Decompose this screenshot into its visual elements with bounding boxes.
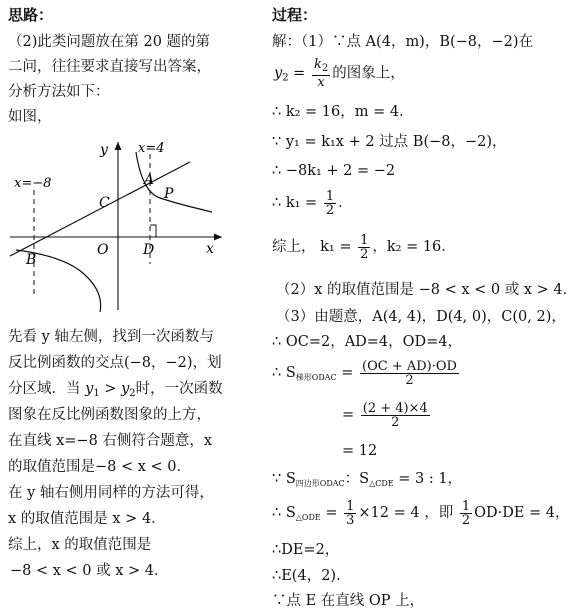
- fraction-one-half: $\frac{1}{2}$: [461, 498, 471, 528]
- solution-line: $y_2$ = $\frac{k_2}{x}$ 的图象上，: [274, 57, 405, 90]
- x-axis-arrow: [214, 234, 222, 241]
- line-x-4-label: x=4: [138, 141, 165, 156]
- solution-line: ∴ $S_{梯形ODAC}$ = $\frac{(OC + AD)\cdot OD}{2}$: [272, 358, 457, 388]
- solution-line: （2）x 的取值范围是 −8 < x < 0 或 x > 4．: [276, 282, 577, 298]
- function-graph: [0, 132, 258, 322]
- text-span: 分区域．当: [8, 381, 86, 397]
- left-paragraph-line: 分析方法如下：: [8, 84, 110, 100]
- solution-line: ∴ k₁ = $\frac{1}{2}$ ．: [272, 188, 353, 218]
- left-paragraph-line: 图象在反比例函数图象的上方，: [8, 407, 211, 423]
- left-paragraph-line: x 的取值范围是 x > 4．: [8, 511, 166, 527]
- fraction-one-third: $\frac{1}{3}$: [346, 498, 355, 528]
- text-span: 综上， k₁ =: [272, 239, 352, 255]
- x-axis-label: x: [206, 241, 214, 257]
- solution-line: [272, 232, 456, 262]
- line-x-neg8-label: x=−8: [14, 176, 52, 191]
- solution-line: [272, 498, 570, 533]
- text-span: =: [320, 505, 338, 521]
- y-axis-label: y: [100, 142, 108, 158]
- point-B-label: B: [26, 252, 37, 268]
- solution-line: ∴E(4，2)．: [272, 568, 351, 584]
- text-span: ∴ S: [272, 505, 296, 521]
- point-A-label: A: [144, 172, 155, 188]
- hidden-line: [118, 204, 168, 237]
- solution-line: ∵ y₁ = k₁x + 2 过点 B(−8，−2)，: [272, 134, 507, 150]
- left-paragraph-line: 如图，: [8, 109, 52, 125]
- numerator: (OC + AD)·OD: [362, 358, 457, 374]
- solution-line: ∵点 E 在直线 OP 上，: [272, 593, 425, 609]
- solution-line: ∴ k₂ = 16，m = 4．: [272, 104, 414, 120]
- area-fraction: [360, 360, 459, 387]
- text-span: = 3 : 1，: [393, 471, 463, 487]
- text-span: ∴ S: [272, 365, 296, 381]
- left-paragraph-line: 先看 y 轴左侧，找到一次函数与: [8, 329, 214, 345]
- denominator: 2: [405, 372, 414, 388]
- origin-label: O: [97, 242, 109, 258]
- solution-line: ∴ −8k₁ + 2 = −2: [272, 163, 396, 179]
- text-span: 时，一次函数: [135, 381, 223, 397]
- subscript: 梯形ODAC: [295, 373, 337, 382]
- fraction-k2-over-x: $\frac{k_2}{x}$: [313, 57, 329, 90]
- solution-line: 解：（1）∵点 A(4，m)，B(−8，−2)在: [272, 34, 534, 50]
- solution-line: = $\frac{(2 + 4)\times 4}{2}$: [342, 400, 428, 430]
- process-heading: 过程：: [272, 6, 318, 24]
- point-D-label: D: [143, 242, 155, 258]
- solution-line: ∴ OC=2，AD=4，OD=4，: [272, 334, 463, 350]
- text-span: ：S: [344, 471, 370, 487]
- solution-line: ∴DE=2，: [272, 542, 340, 558]
- subscript: 四边形ODAC: [295, 479, 345, 488]
- solution-line: （3）由题意，A(4, 4)，D(4, 0)，C(0, 2)，: [276, 309, 566, 325]
- right-angle-mark: [150, 225, 156, 237]
- text-span: 的图象上，: [332, 65, 405, 82]
- left-paragraph-line: −8 < x < 0 或 x > 4．: [10, 563, 169, 579]
- left-paragraph-line: 在直线 x=−8 右侧符合题意，x: [8, 433, 213, 449]
- fraction-one-half: $\frac{1}{2}$: [325, 188, 335, 218]
- left-paragraph-line: 的取值范围是−8 < x < 0．: [8, 459, 192, 475]
- subscript: △CDE: [369, 479, 394, 488]
- area-fraction: [361, 402, 430, 429]
- left-paragraph-line: 分区域．当 $y_1 > y_2$时，一次函数: [8, 381, 223, 399]
- solution-line: [272, 470, 462, 493]
- text-span: ∵ S: [272, 471, 296, 487]
- text-span: ∴ k₁ =: [272, 195, 318, 211]
- solution-line: = 12: [342, 443, 378, 459]
- left-paragraph-line: 在 y 轴右侧用同样的方法可得，: [8, 485, 214, 501]
- left-paragraph-line: 反比例函数的交点(−8，−2)，划: [8, 355, 222, 371]
- subscript: △ODE: [295, 513, 321, 522]
- text-span: ，k₂ = 16．: [372, 239, 456, 255]
- text-span: OD·DE = 4，: [474, 505, 570, 521]
- numerator: (2 + 4)×4: [362, 400, 428, 416]
- text-span: ×12 = 4 ，即: [358, 505, 454, 521]
- y-axis-arrow: [115, 142, 122, 150]
- fraction-one-half: $\frac{1}{2}$: [360, 232, 369, 262]
- point-P-label: P: [164, 186, 174, 202]
- thinking-heading: 思路：: [8, 6, 54, 24]
- left-paragraph-line: 综上，x 的取值范围是: [8, 537, 152, 553]
- left-paragraph-line: （2)此类问题放在第 20 题的第: [8, 34, 211, 50]
- left-paragraph-line: 二问，往往要求直接写出答案，: [8, 59, 211, 75]
- denominator: 2: [391, 414, 400, 430]
- point-C-label: C: [99, 195, 110, 211]
